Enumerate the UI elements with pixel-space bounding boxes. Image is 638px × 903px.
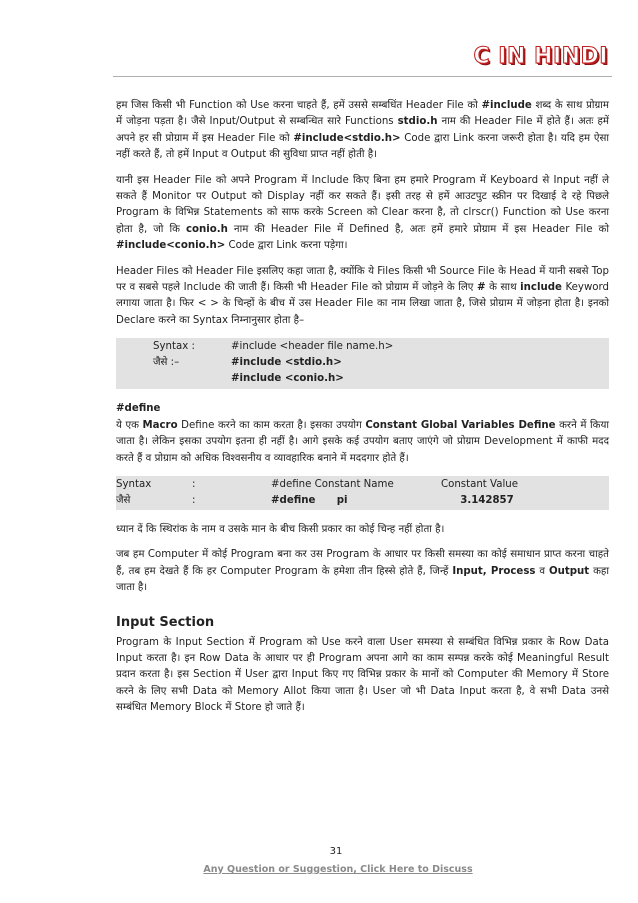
text-run: के साथ [485,282,521,294]
text-run: Header Files को Header File इसलिए कहा जाता है, क्योंकि ये Files किसी भी Source File के Head में यानी सबसे Top पर व सबसे पहले Include की जाती हैं। किसी भी Header File को प्रोग्राम में जोड़ने के लिए [116,265,609,294]
paragraph [116,98,609,164]
paragraph [116,264,609,330]
syntax-code: #include <header file name.h> [231,341,394,353]
define-paragraph [116,418,609,467]
section-heading: Input Section [116,614,215,630]
define-row [116,477,609,493]
text-run: करने में किया जाता है। लेकिन इसका उपयोग इतना ही नहीं है। आगे इसके कई उपयोग बताए जाएंगे जो प्रोग्राम Development में काफी मदद करते हैं व प्रोग्राम को अधिक विश्वसनीय व व्यावहारिक बनाने में मददगार होते हैं। [116,419,609,464]
text-run: Keyword लगाया जाता है। फिर < > के चिन्हों के बीच में उस Header File का नाम लिखा जाता है, जिसे प्रोग्राम में जोड़ना होता है। इनको Declare करने का Syntax निम्नानुसार होता है– [116,282,610,326]
paragraph [116,522,609,538]
text-run: कहा जाता है। [116,565,609,594]
text-run: जब हम Computer में कोई Program बना कर उस Program के आधार पर किसी समस्या का कोई समाधान प्राप्त करना चाहते हैं, तब हम देखते हैं कि हर Computer Program के हमेशा तीन हिस्से होते हैं, जिन्हें [116,549,609,577]
bold-run: #include<stdio.h> [293,132,401,144]
header-rule [113,76,612,77]
text-run: यानी इस Header File को अपने Program में Include किए बिना हम हमारे Program में Keyboard से Input नहीं ले सकते हैं Monitor पर Output को Display नहीं कर सकते हैं। इसी तरह से हमें आउटपुट स्क्रीन पर दिखाई दे रहे पिछले Program के विभिन्न Statements को साफ करके Screen को Clear करना है, तो clrscr() Function को Use करना होता है, जो कि [116,174,609,235]
syntax-row [116,371,609,387]
define-colon: : [192,478,196,490]
text-run: ध्यान दें कि स्थिरांक के नाम व उसके मान के बीच किसी प्रकार का कोई चिन्ह नहीं होता है। [116,523,445,535]
bold-run: #include [481,100,532,111]
define-value: 3.142857 [460,494,514,506]
syntax-code: #include <conio.h> [231,373,344,385]
syntax-label: जैसे :– [153,357,180,369]
text-run: शब्द के साथ प्रोग्राम में जोड़ना पड़ता है। जैसे Input/Output से सम्बन्धित सारे Functions [116,100,610,128]
define-code: #define Constant Name [271,478,394,490]
define-code: #define pi [271,494,348,506]
text-run: नाम की Header File में Defined है, अतः हमें हमारे प्रोग्राम में इस Header File को [227,223,609,235]
define-value: Constant Value [441,478,519,490]
bold-run: Constant Global Variables Define [365,419,556,431]
discuss-link[interactable]: Any Question or Suggestion, Click Here to Discuss [203,864,473,875]
input-section-paragraph [116,635,609,717]
bold-run: #include<conio.h> [116,240,226,252]
text-run: Code द्वारा Link करना जरूरी होता है। यदि हम ऐसा नहीं करते हैं, तो हमें Input व Output की सुविधा प्राप्त नहीं होती है। [116,132,609,161]
text-run: Code द्वारा Link करना पड़ेगा। [225,240,348,252]
syntax-label: Syntax : [153,341,195,353]
text-run: Program के Input Section में Program को Use करने वाला User समस्या से सम्बंधित विभिन्न प्रकार के Row Data Input करता है। इन Row Data के आधार पर ही Program अपना आगे का काम सम्पन्न करके कोई Meaningful Result प्रदान करता है। इस Section में User द्वारा Input किए गए विभिन्न प्रकार के मानों को Computer की Memory में Store करने के लिए सभी Data को Memory Allot किया जाता है। User जो भी Data Input करता है, वे सभी Data उनसे सम्बंधित Memory Block में Store हो जाते हैं। [116,636,609,714]
bold-run: Macro [142,419,178,431]
define-row [116,493,609,509]
syntax-row [116,339,609,355]
include-syntax-box [116,338,609,389]
define-label: जैसे [116,494,131,506]
text-run: ये एक [116,419,143,431]
define-syntax-box [116,476,609,510]
bold-run: Output [548,565,590,577]
define-term: #define [116,403,161,415]
text-run: Define करने का काम करता है। इसका उपयोग [177,419,366,431]
page-content [116,98,609,726]
bold-run: Input, Process [452,565,536,577]
text-run: नाम की Header File में होते हैं। अतः हमें अपने हर सी प्रोग्राम में इस Header File को [116,116,609,144]
define-colon: : [192,494,196,506]
syntax-label [116,371,231,387]
syntax-row [116,355,609,371]
page-number: 31 [329,846,343,857]
paragraph [116,547,609,596]
brand-title: C IN HINDI [473,44,608,69]
define-label: Syntax [116,478,152,490]
syntax-code: #include <stdio.h> [231,357,342,369]
bold-run: stdio.h [397,116,438,128]
bold-run: conio.h [185,223,228,235]
bold-run: # [477,282,486,294]
paragraph [116,173,609,255]
text-run: व [535,565,549,577]
bold-run: include [520,282,562,294]
text-run: हम जिस किसी भी Function को Use करना चाहते हैं, हमें उससे सम्बधिंत Header File को [116,100,482,111]
